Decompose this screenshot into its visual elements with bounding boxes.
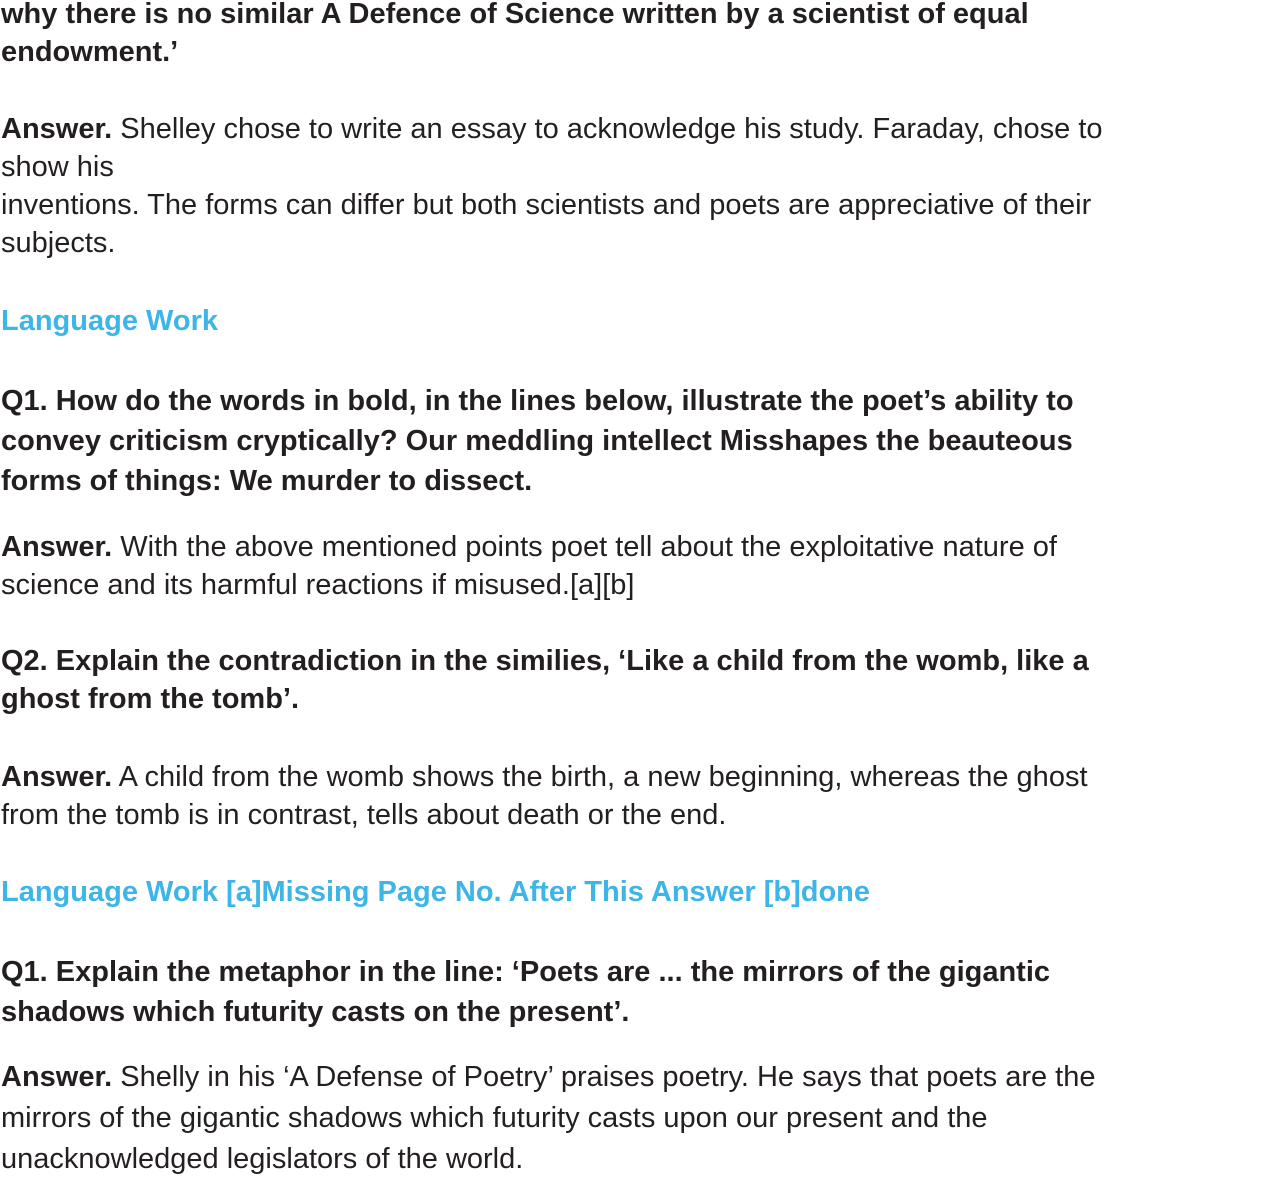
- answer-3-line-1: Shelly in his ‘A Defense of Poetry’ praises poetry. He says that poets are the: [112, 1061, 1096, 1093]
- answer-3-line-2: mirrors of the gigantic shadows which futurity casts upon our present and the: [1, 1102, 988, 1134]
- intro-answer-line-2: show his: [1, 151, 114, 183]
- intro-answer-line-4: subjects.: [1, 227, 116, 259]
- section-heading-language-work: Language Work: [1, 305, 218, 337]
- answer-1-line-2: science and its harmful reactions if misused.[a][b]: [1, 569, 635, 601]
- question-2-line-1: Q2. Explain the contradiction in the similies, ‘Like a child from the womb, like a: [1, 645, 1089, 677]
- answer-2: [1, 758, 1269, 834]
- answer-1: [1, 528, 1269, 604]
- intro-answer-line-1: Shelley chose to write an essay to acknowledge his study. Faraday, chose to: [112, 113, 1103, 145]
- question-3-line-2: shadows which futurity casts on the present’.: [1, 996, 630, 1028]
- answer-3-line-3: unacknowledged legislators of the world.: [1, 1143, 524, 1175]
- question-2-line-2: ghost from the tomb’.: [1, 683, 300, 715]
- answer-label: Answer.: [1, 761, 113, 793]
- answer-label: Answer.: [1, 1061, 113, 1093]
- intro-question: [1, 0, 1269, 71]
- question-1-line-2: convey criticism cryptically? Our meddling intellect Misshapes the beauteous: [1, 425, 1073, 457]
- question-3: [1, 952, 1269, 1032]
- answer-2-line-1: A child from the womb shows the birth, a new beginning, whereas the ghost: [112, 761, 1088, 793]
- question-2: [1, 642, 1269, 718]
- answer-label: Answer.: [1, 113, 113, 145]
- question-3-line-1: Q1. Explain the metaphor in the line: ‘Poets are ... the mirrors of the gigantic: [1, 956, 1051, 988]
- question-1: [1, 381, 1269, 501]
- intro-answer: [1, 110, 1269, 262]
- answer-2-line-2: from the tomb is in contrast, tells about death or the end.: [1, 799, 727, 831]
- answer-1-line-1: With the above mentioned points poet tell about the exploitative nature of: [112, 531, 1057, 563]
- intro-question-line-1: why there is no similar A Defence of Science written by a scientist of equal: [1, 0, 1029, 30]
- section-heading-language-work-comment: Language Work [a]Missing Page No. After This Answer [b]done: [1, 876, 871, 908]
- intro-answer-line-3: inventions. The forms can differ but both scientists and poets are appreciative of their: [1, 189, 1092, 221]
- question-1-line-3: forms of things: We murder to dissect.: [1, 465, 533, 497]
- intro-question-line-2: endowment.’: [1, 36, 179, 68]
- answer-3: [1, 1057, 1269, 1180]
- answer-label: Answer.: [1, 531, 113, 563]
- question-1-line-1: Q1. How do the words in bold, in the lines below, illustrate the poet’s ability to: [1, 385, 1074, 417]
